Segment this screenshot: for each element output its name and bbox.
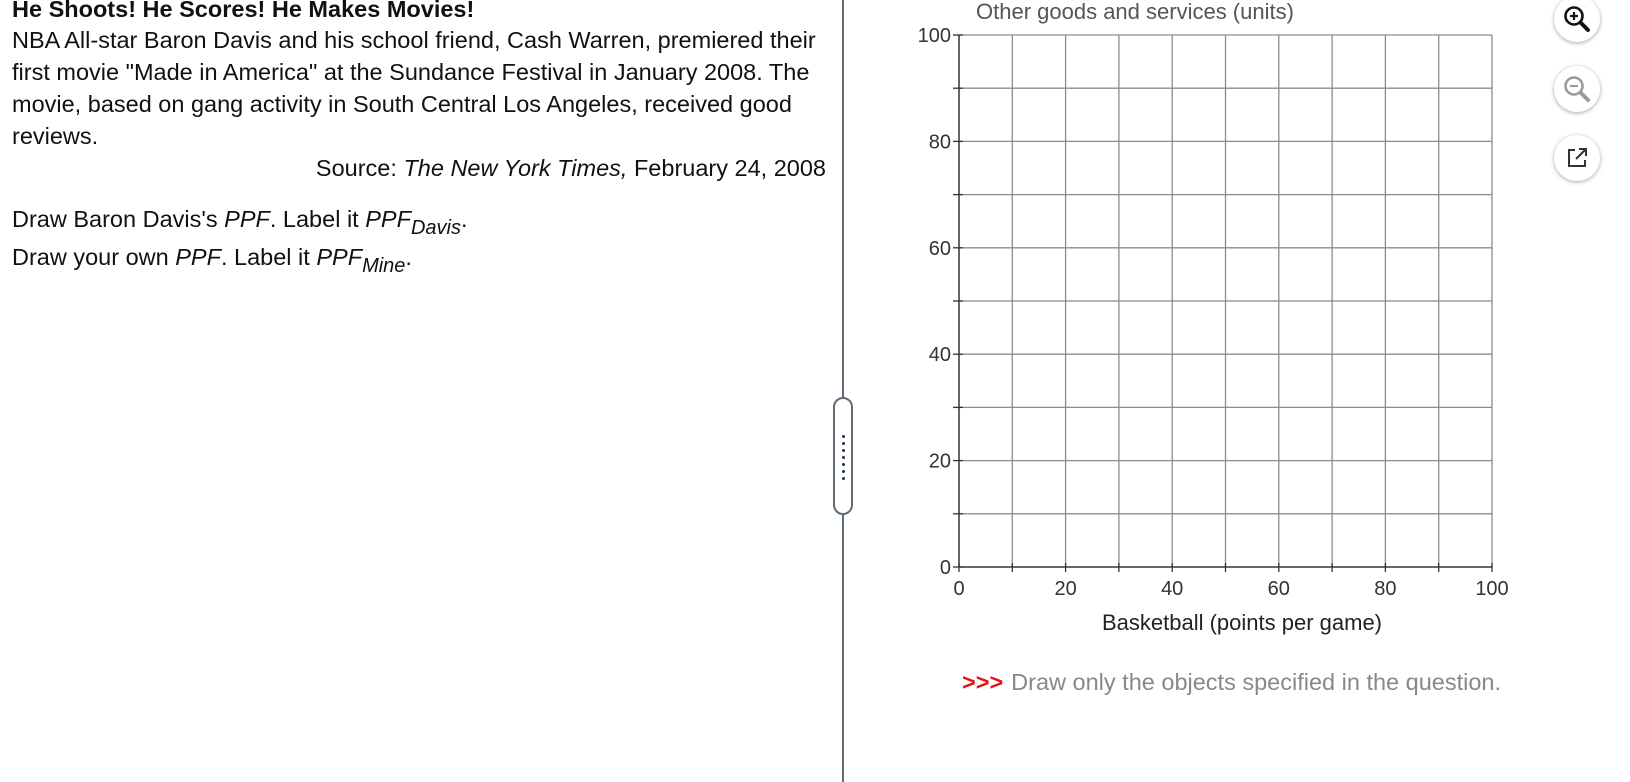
instructions xyxy=(12,200,468,276)
hint-arrows: >>> xyxy=(962,669,1004,695)
source-date: February 24, 2008 xyxy=(627,155,826,181)
y-tick-label: 20 xyxy=(928,450,951,473)
x-tick-label: 40 xyxy=(1161,578,1184,600)
x-tick-label: 80 xyxy=(1374,578,1397,600)
ppf-graph[interactable] xyxy=(844,0,1544,700)
instruction-text: Draw Baron Davis's xyxy=(12,206,225,232)
instruction-mine xyxy=(12,238,468,276)
article-title: He Shoots! He Scores! He Makes Movies! xyxy=(12,0,475,22)
x-tick-label: 100 xyxy=(1475,578,1509,600)
external-link-icon xyxy=(1564,145,1590,171)
y-tick-label: 80 xyxy=(928,131,951,154)
x-axis-label: Basketball (points per game) xyxy=(1101,610,1383,635)
y-tick-label: 100 xyxy=(917,25,951,47)
y-tick-label: 60 xyxy=(928,237,951,260)
graph-area[interactable] xyxy=(844,0,1544,782)
instruction-label: PPF xyxy=(365,206,411,232)
instruction-text: . xyxy=(460,206,468,232)
instruction-text: . Label it xyxy=(269,206,366,232)
hint-text xyxy=(962,669,1501,696)
zoom-in-icon xyxy=(1562,4,1592,34)
zoom-out-button[interactable] xyxy=(1554,66,1600,112)
instruction-em: PPF xyxy=(224,206,270,232)
instruction-label-sub: Mine xyxy=(362,255,406,277)
ticks xyxy=(953,35,1492,572)
y-tick-label: 0 xyxy=(939,557,951,579)
instruction-label-sub: Davis xyxy=(410,217,461,239)
instruction-text: . xyxy=(405,244,412,270)
instruction-text: Draw your own xyxy=(12,244,176,270)
zoom-in-button[interactable] xyxy=(1554,0,1600,42)
y-tick-label: 40 xyxy=(928,344,951,367)
instruction-davis xyxy=(12,200,468,238)
x-tick-label: 60 xyxy=(1267,578,1290,600)
instruction-text: . Label it xyxy=(220,244,317,270)
article-source xyxy=(12,152,827,184)
source-prefix: Source: xyxy=(315,155,404,181)
article xyxy=(12,0,827,184)
grid xyxy=(959,35,1492,567)
popout-button[interactable] xyxy=(1554,135,1600,181)
hint-message: Draw only the objects specified in the question. xyxy=(1011,669,1502,695)
source-publication: The New York Times, xyxy=(403,155,628,181)
zoom-out-icon xyxy=(1562,74,1592,104)
x-tick-label: 20 xyxy=(1054,578,1077,600)
y-axis-label: Other goods and services (units) xyxy=(976,0,1294,24)
instruction-label: PPF xyxy=(316,244,363,270)
article-body: NBA All-star Baron Davis and his school friend, Cash Warren, premiered their first movie "Made in America" at the Sundance Festival in January 2008. The movie, based on gang activity in South Central Los Angeles, received good reviews. xyxy=(12,27,816,149)
instruction-em: PPF xyxy=(175,244,221,270)
x-tick-label: 0 xyxy=(953,578,965,600)
